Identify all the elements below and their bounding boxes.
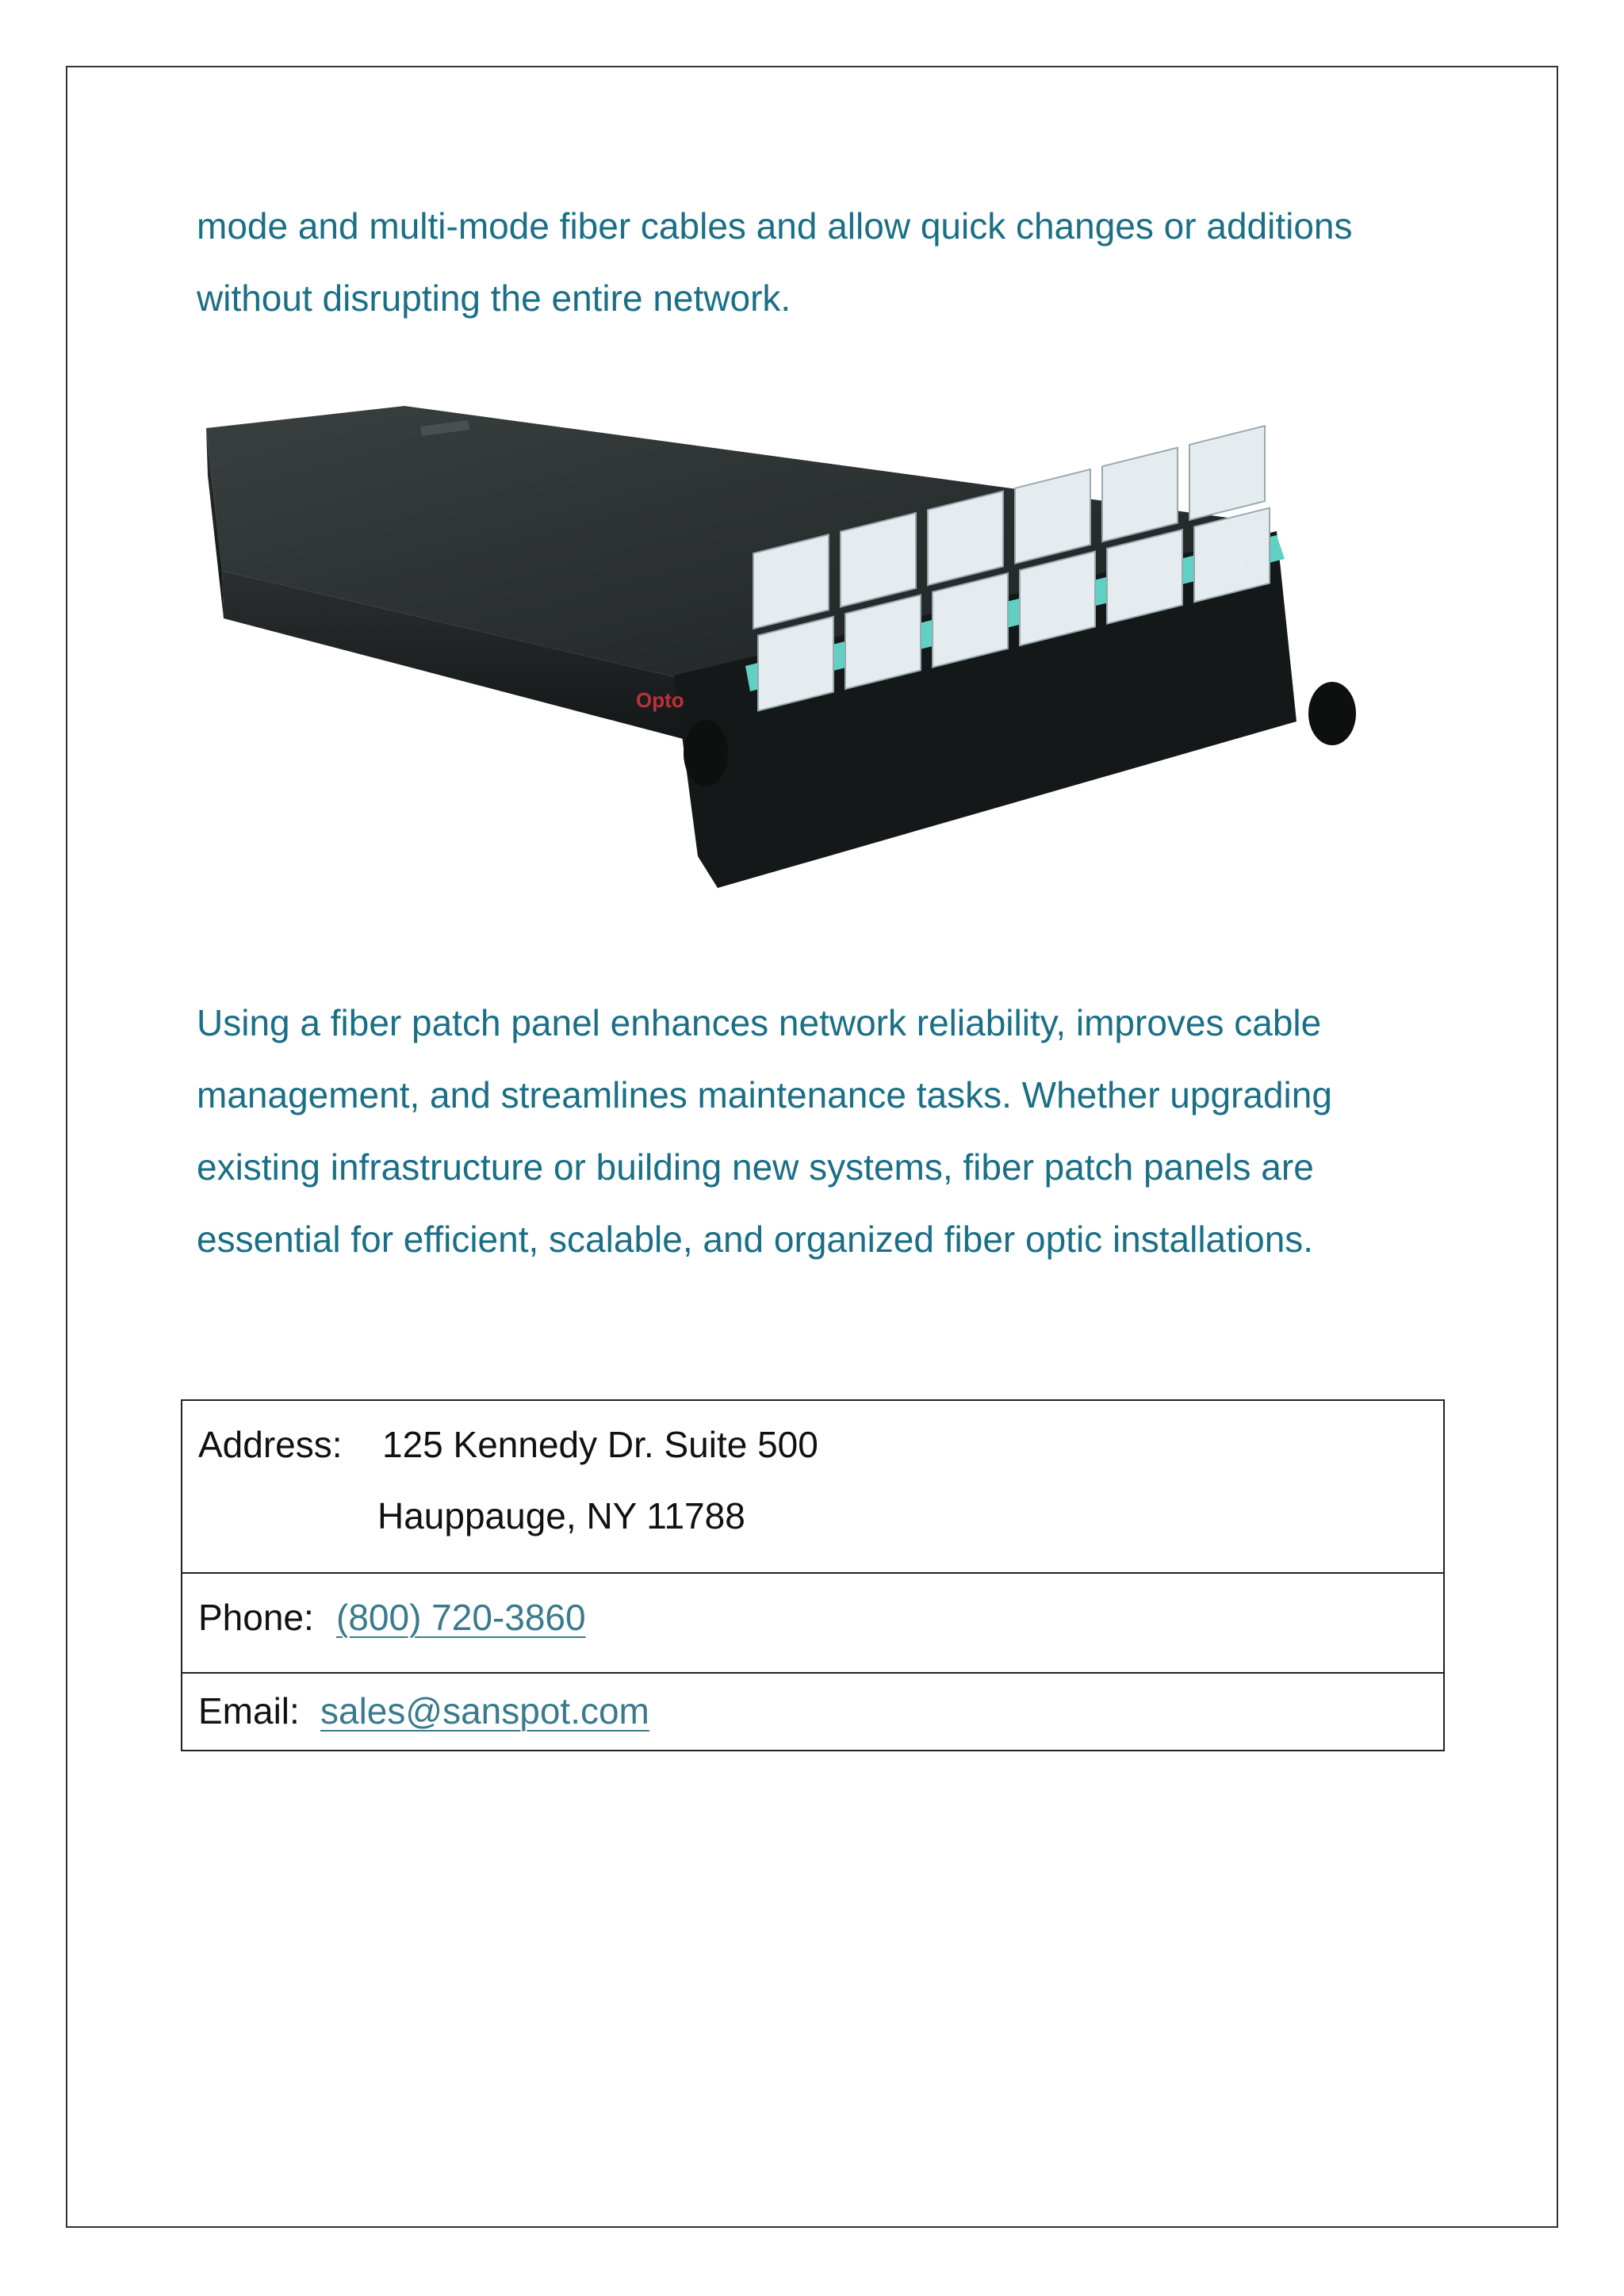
right-mount-knob [1308,682,1356,745]
port-number-20: 20 [1139,572,1159,592]
port-number-24: 24 [1226,552,1246,572]
address-line-2: Hauppauge, NY 11788 [377,1495,745,1536]
port-number-4: 4 [783,660,794,679]
phone-link[interactable]: (800) 720-3860 [336,1597,586,1638]
port-number-12: 12 [955,617,975,637]
phone-label: Phone: [198,1597,314,1638]
fiber-patch-panel-image [190,381,1396,920]
benefits-paragraph: Using a fiber patch panel enhances network reliability, improves cable management, and streamlines maintenance tasks. Whether upgrading existing infrastructure or building new systems, fiber patch panels are essential for efficient, scalable, and organized fiber optic installations. [197,1002,1332,1260]
connector-block [1189,426,1265,520]
left-mount-knob [684,720,728,786]
intro-paragraph: mode and multi-mode fiber cables and allow quick changes or additions without disrupting the entire network. [197,205,1353,319]
port-number-8: 8 [872,638,883,658]
address-label: Address: [198,1424,343,1465]
brand-mark: Opto [636,688,684,712]
address-line-1: 125 Kennedy Dr. Suite 500 [382,1424,818,1465]
phone-row [182,1574,1443,1674]
port-number-16: 16 [1048,595,1068,614]
email-label: Email: [198,1690,300,1732]
address-row [182,1401,1443,1574]
contact-table [181,1399,1445,1751]
email-row [182,1674,1443,1751]
email-link[interactable]: sales@sanspot.com [320,1690,649,1732]
